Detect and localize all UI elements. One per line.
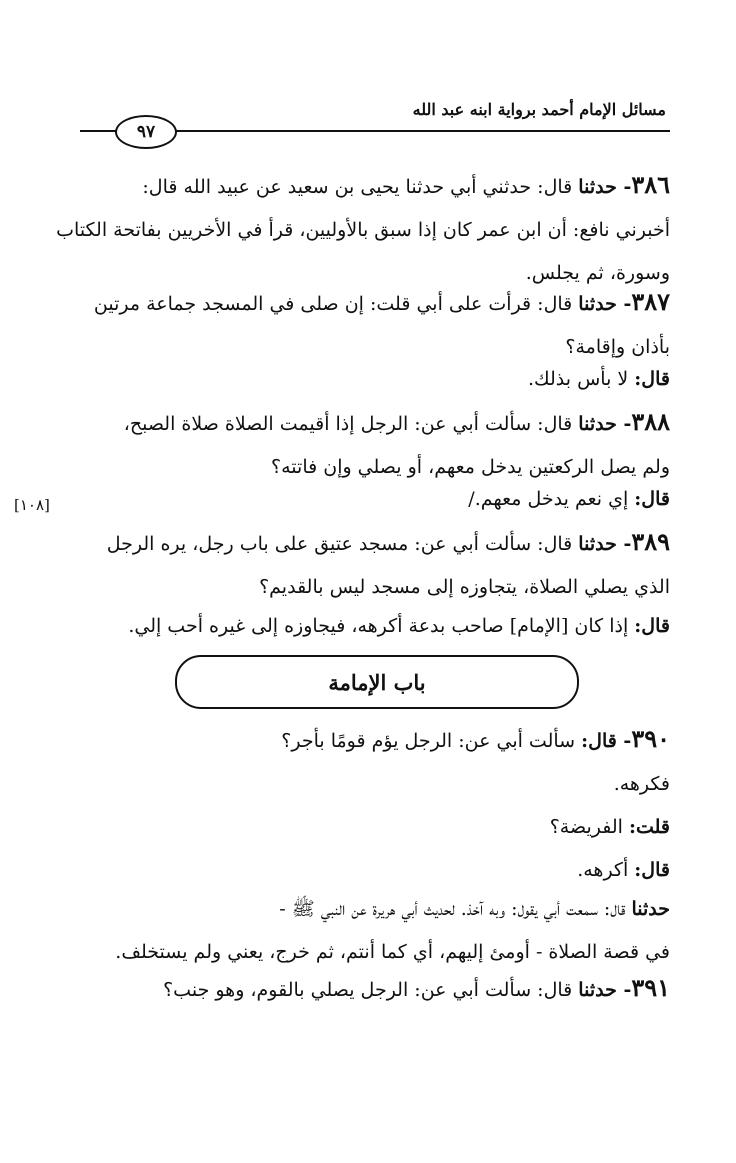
entry-387 (80, 280, 670, 369)
entry-389-line-2: الذي يصلي الصلاة، يتجاوزه إلى مسجد ليس بالقديم؟ (259, 576, 670, 598)
keyword-haddathana: - حدثنا (578, 533, 632, 555)
entry-390 (80, 717, 670, 892)
entry-387-line-1 (80, 280, 670, 326)
entry-386-line-2: أخبرني نافع: أن ابن عمر كان إذا سبق بالأوليين، قرأ في الأخريين بفاتحة الكتاب (56, 219, 670, 241)
keyword-qala: - قال: (581, 730, 632, 752)
entry-text: قال: حدثني أبي حدثنا يحيى بن سعيد عن عبيد الله قال: (142, 176, 579, 198)
question-text: الفريضة؟ (549, 816, 629, 838)
entry-389-answer (80, 605, 670, 648)
answer-text: إذا كان [الإمام] صاحب بدعة أكرهه، فيجاوزه إلى غيره أحب إلي. (128, 615, 635, 637)
entry-text: قال: سألت أبي عن: الرجل إذا أقيمت الصلاة صلاة الصبح، (123, 413, 579, 435)
narration-line-1 (80, 888, 670, 931)
answer-line (80, 849, 670, 892)
entry-391 (80, 966, 670, 1012)
entry-number: ٣٩١ (631, 973, 670, 1002)
entry-388-line-1 (80, 400, 670, 446)
entry-391-line-1 (80, 966, 670, 1012)
entry-390-line-2: فكرهه. (613, 773, 670, 795)
narration-text: قال: سمعت أبي يقول: وبه آخذ. لحديث أبي هريرة عن النبي ﷺ - (279, 898, 632, 920)
entry-388-answer (80, 478, 670, 521)
keyword-haddathana: - حدثنا (578, 413, 632, 435)
keyword-qultu: قلت: (628, 816, 670, 838)
answer-text: لا بأس بذلك. (527, 368, 635, 390)
entry-number: ٣٨٧ (631, 287, 670, 316)
keyword-qala: قال: (634, 859, 670, 881)
entry-386 (56, 163, 670, 295)
entry-text: قال: سألت أبي عن: الرجل يصلي بالقوم، وهو جنب؟ (163, 979, 579, 1001)
answer-text: إي نعم يدخل معهم./ (468, 488, 635, 510)
chapter-heading-box (175, 655, 579, 709)
answer-line (80, 605, 670, 648)
entry-386-line-1 (80, 163, 670, 209)
entry-number: ٣٩٠ (631, 724, 670, 753)
entry-387-answer (80, 358, 670, 401)
page-number: ٩٧ (115, 115, 177, 149)
chapter-title: باب الإمامة (328, 669, 426, 695)
entry-number: ٣٨٨ (631, 407, 670, 436)
entry-number: ٣٨٩ (631, 527, 670, 556)
entry-386-line-3: وسورة، ثم يجلس. (525, 262, 670, 284)
entry-text: قال: قرأت على أبي قلت: إن صلى في المسجد جماعة مرتين (93, 293, 579, 315)
answer-line (80, 478, 670, 521)
running-header-title: مسائل الإمام أحمد برواية ابنه عبد الله (412, 100, 666, 119)
question-line (80, 806, 670, 849)
keyword-haddathana: - حدثنا (578, 176, 632, 198)
entry-number: ٣٨٦ (631, 170, 670, 199)
keyword-haddathana: - حدثنا (578, 979, 632, 1001)
entry-390-narration (80, 888, 670, 974)
entry-387-line-2: بأذان وإقامة؟ (565, 336, 670, 358)
entry-text: سألت أبي عن: الرجل يؤم قومًا بأجر؟ (281, 730, 582, 752)
entry-388 (80, 400, 670, 489)
keyword-qala: قال: (634, 368, 670, 390)
narration-line-2: في قصة الصلاة - أومئ إليهم، أي كما أنتم، ثم خرج، يعني ولم يستخلف. (115, 941, 670, 963)
keyword-qala: قال: (634, 488, 670, 510)
answer-line (80, 358, 670, 401)
keyword-qala: قال: (634, 615, 670, 637)
entry-390-line-1 (80, 717, 670, 763)
keyword-haddathana: حدثنا (631, 898, 670, 920)
answer-text: أكرهه. (577, 859, 635, 881)
entry-389-line-1 (80, 520, 670, 566)
margin-page-reference: [١٠٨] (14, 496, 50, 514)
entry-388-line-2: ولم يصل الركعتين يدخل معهم، أو يصلي وإن فاتته؟ (271, 456, 670, 478)
entry-text: قال: سألت أبي عن: مسجد عتيق على باب رجل، يره الرجل (106, 533, 579, 555)
entry-389 (80, 520, 670, 609)
keyword-haddathana: - حدثنا (578, 293, 632, 315)
